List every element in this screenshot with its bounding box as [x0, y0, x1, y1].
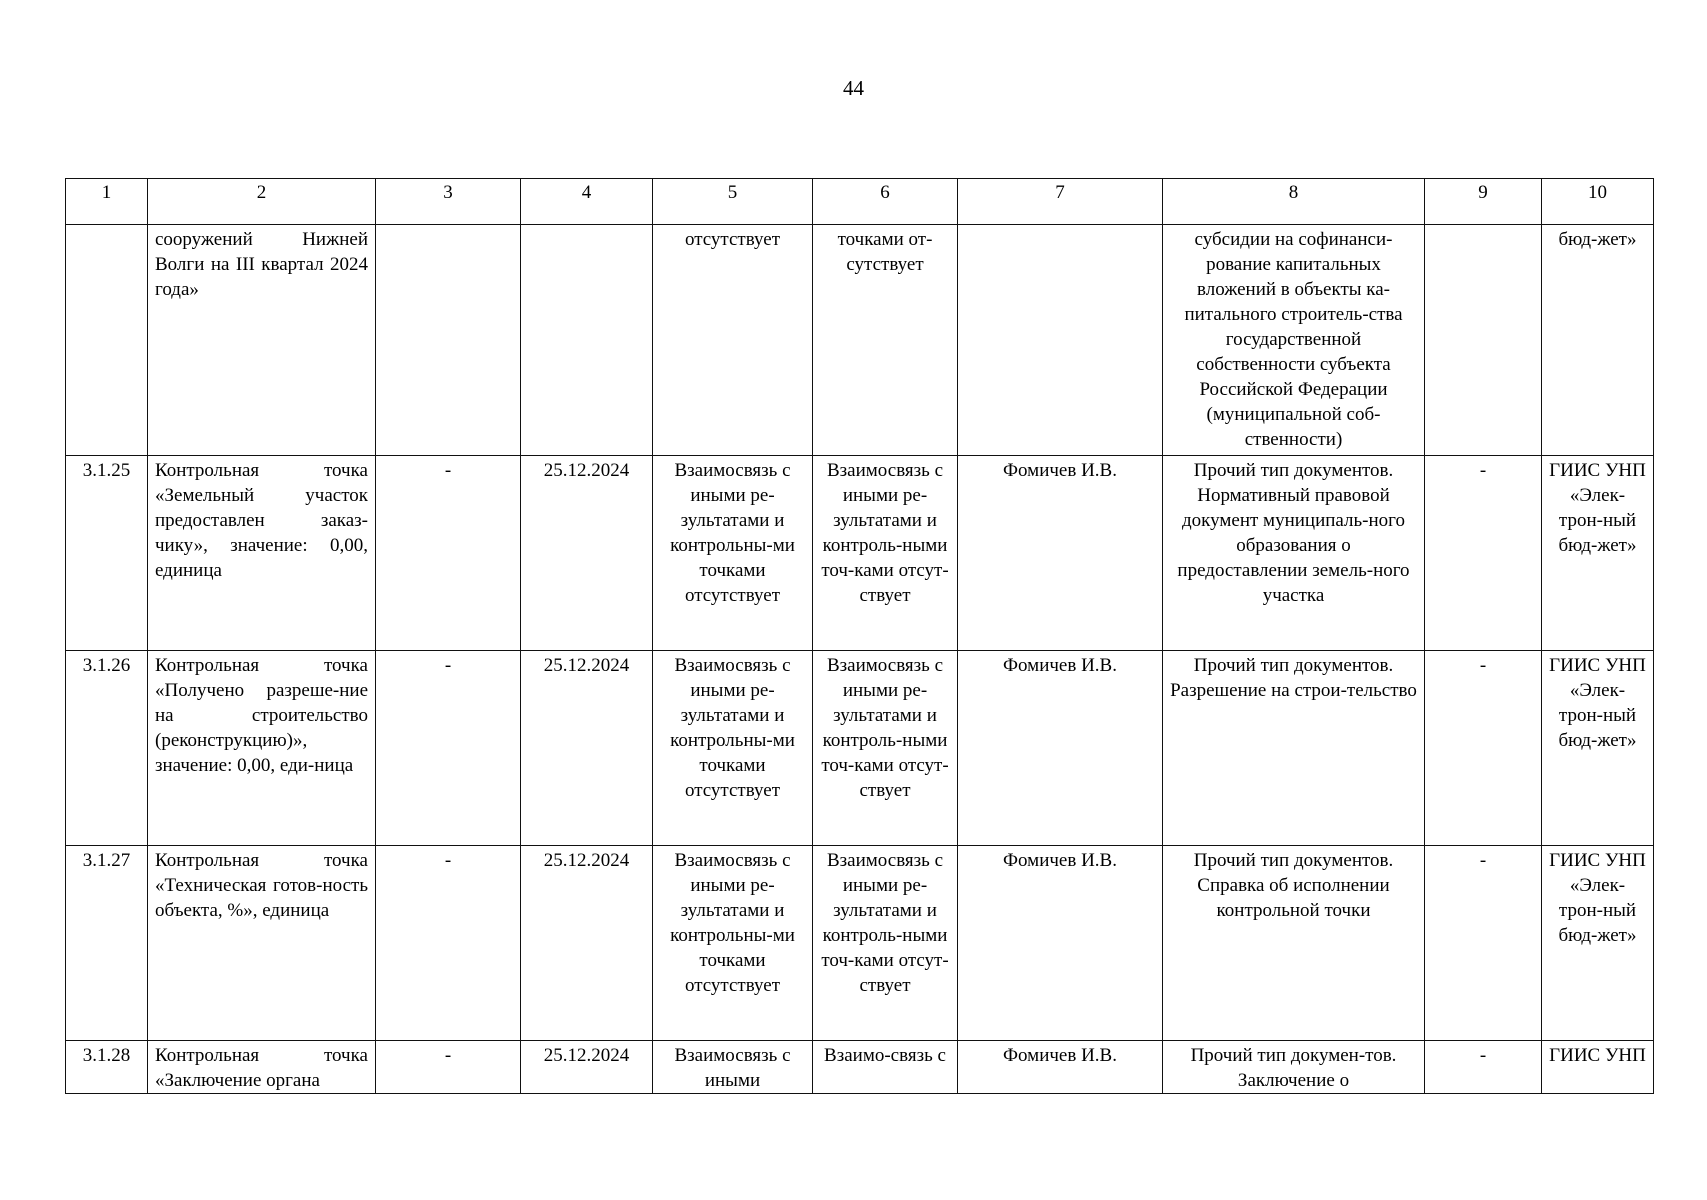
column-header: 10 — [1542, 179, 1654, 225]
row-number: 3.1.26 — [66, 651, 148, 846]
row-responsible: Фомичев И.В. — [958, 846, 1163, 1041]
row-col6: Взаимосвязь с иными ре-зультатами и контроль-ными точ-ками отсут-ствует — [813, 456, 958, 651]
row-col6: Взаимо-связь с — [813, 1041, 958, 1094]
row-col9: - — [1425, 846, 1542, 1041]
row-col9: - — [1425, 651, 1542, 846]
row-col6: точками от-сутствует — [813, 225, 958, 456]
row-col5: Взаимосвязь с иными ре-зультатами и контрольны-ми точками отсутствует — [653, 651, 813, 846]
document-table — [65, 178, 1654, 1094]
row-date — [521, 225, 653, 456]
header-row — [66, 179, 1654, 225]
row-document: субсидии на софинанси-рование капитальных вложений в объекты ка-питального строитель-ства государственной собственности субъекта Российской Федерации (муниципальной соб-ственности) — [1163, 225, 1425, 456]
column-header: 1 — [66, 179, 148, 225]
row-col3 — [376, 225, 521, 456]
table-row — [66, 651, 1654, 846]
row-number: 3.1.28 — [66, 1041, 148, 1094]
row-name: Контрольная точка «Техническая готов-ность объекта, %», единица — [148, 846, 376, 1041]
row-col5: Взаимосвязь с иными ре-зультатами и контрольны-ми точками отсутствует — [653, 456, 813, 651]
row-col3: - — [376, 651, 521, 846]
row-document: Прочий тип документов. Разрешение на строи-тельство — [1163, 651, 1425, 846]
table-row — [66, 1041, 1654, 1094]
table-row — [66, 225, 1654, 456]
row-col5: отсутствует — [653, 225, 813, 456]
row-number — [66, 225, 148, 456]
row-col5: Взаимосвязь с иными ре-зультатами и контрольны-ми точками отсутствует — [653, 846, 813, 1041]
row-number: 3.1.27 — [66, 846, 148, 1041]
row-date: 25.12.2024 — [521, 651, 653, 846]
column-header: 5 — [653, 179, 813, 225]
page-number: 44 — [843, 76, 864, 100]
row-name: сооружений Нижней Волги на III квартал 2024 года» — [148, 225, 376, 456]
table-row — [66, 456, 1654, 651]
row-responsible: Фомичев И.В. — [958, 456, 1163, 651]
column-header: 4 — [521, 179, 653, 225]
row-name: Контрольная точка «Земельный участок предоставлен заказ-чику», значение: 0,00, единица — [148, 456, 376, 651]
row-system: ГИИС УНП — [1542, 1041, 1654, 1094]
row-document: Прочий тип документов. Нормативный правовой документ муниципаль-ного образования о предоставлении земель-ного участка — [1163, 456, 1425, 651]
column-header: 7 — [958, 179, 1163, 225]
row-col6: Взаимосвязь с иными ре-зультатами и контроль-ными точ-ками отсут-ствует — [813, 846, 958, 1041]
row-date: 25.12.2024 — [521, 1041, 653, 1094]
row-system: ГИИС УНП «Элек-трон-ный бюд-жет» — [1542, 456, 1654, 651]
row-col3: - — [376, 846, 521, 1041]
column-header: 3 — [376, 179, 521, 225]
row-system: ГИИС УНП «Элек-трон-ный бюд-жет» — [1542, 651, 1654, 846]
row-col3: - — [376, 456, 521, 651]
row-col5: Взаимосвязь с иными — [653, 1041, 813, 1094]
row-col3: - — [376, 1041, 521, 1094]
row-name: Контрольная точка «Получено разреше-ние на строительство (реконструкцию)», значение: 0,00, еди-ница — [148, 651, 376, 846]
row-document: Прочий тип документов. Справка об исполнении контрольной точки — [1163, 846, 1425, 1041]
row-date: 25.12.2024 — [521, 846, 653, 1041]
row-system: бюд-жет» — [1542, 225, 1654, 456]
row-col6: Взаимосвязь с иными ре-зультатами и контроль-ными точ-ками отсут-ствует — [813, 651, 958, 846]
column-header: 2 — [148, 179, 376, 225]
row-col9: - — [1425, 1041, 1542, 1094]
row-responsible — [958, 225, 1163, 456]
column-header: 8 — [1163, 179, 1425, 225]
row-date: 25.12.2024 — [521, 456, 653, 651]
row-system: ГИИС УНП «Элек-трон-ный бюд-жет» — [1542, 846, 1654, 1041]
row-name: Контрольная точка «Заключение органа — [148, 1041, 376, 1094]
column-header: 9 — [1425, 179, 1542, 225]
row-number: 3.1.25 — [66, 456, 148, 651]
row-col9 — [1425, 225, 1542, 456]
row-col9: - — [1425, 456, 1542, 651]
row-responsible: Фомичев И.В. — [958, 1041, 1163, 1094]
table-row — [66, 846, 1654, 1041]
row-responsible: Фомичев И.В. — [958, 651, 1163, 846]
column-header: 6 — [813, 179, 958, 225]
row-document: Прочий тип докумен-тов. Заключение о — [1163, 1041, 1425, 1094]
